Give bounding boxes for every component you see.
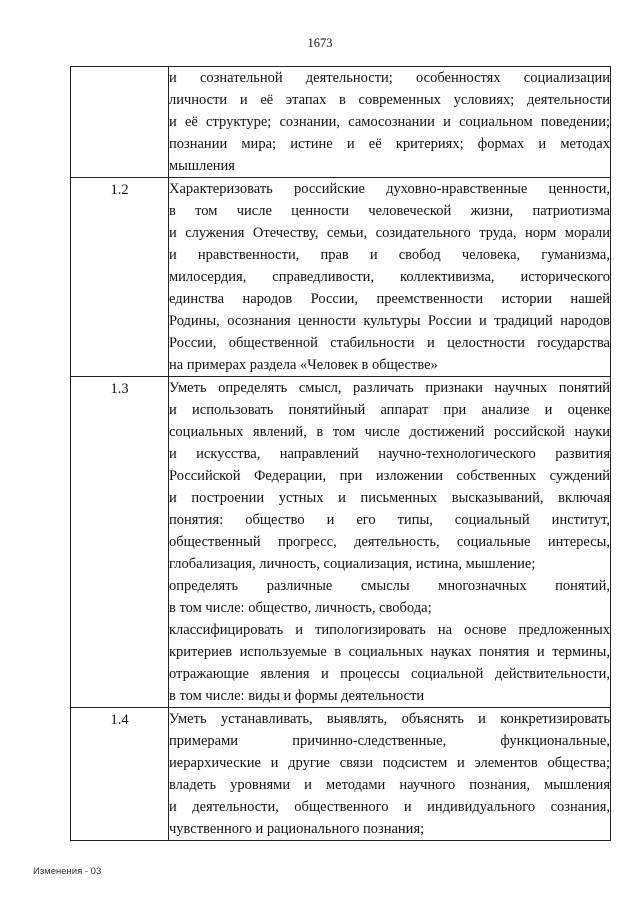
table-row — [71, 178, 611, 377]
text-line: определять различные смыслы многозначных понятий, — [169, 578, 610, 594]
text-line: Уметь определять смысл, различать признаки научных понятий — [169, 380, 610, 396]
text-line: Характеризовать российские духовно-нравственные ценности, — [169, 181, 610, 197]
text-line: и искусства, направлений научно-технологического развития — [169, 446, 610, 462]
row-number: 1.2 — [110, 182, 129, 198]
text-line: понятия: общество и его типы, социальный институт, — [169, 512, 610, 528]
row-number-cell — [71, 178, 169, 377]
text-line: и служения Отечеству, семьи, созидательного труда, норм морали — [169, 225, 610, 241]
text-line: и построении устных и письменных высказываний, включая — [169, 490, 610, 506]
text-line: и её структуре; сознании, самосознании и социальном поведении; — [169, 114, 610, 130]
table-row — [71, 67, 611, 178]
text-line: глобализация, личность, социализация, истина, мышление; — [169, 556, 536, 572]
text-line: милосердия, справедливости, коллективизма, исторического — [169, 269, 610, 285]
text-line: отражающие явления и процессы социальной действительности, — [169, 666, 610, 682]
text-line: личности и её этапах в современных условиях; деятельности — [169, 92, 610, 108]
revision-note: Изменения - 03 — [33, 866, 102, 877]
row-number-cell — [71, 67, 169, 178]
row-number: 1.3 — [110, 381, 129, 397]
page-number: 1673 — [307, 36, 333, 50]
text-line: социальных явлений, в том числе достижений российской науки — [169, 424, 610, 440]
row-number-cell — [71, 708, 169, 841]
text-line: Родины, осознания ценности культуры России и традиций народов — [169, 313, 610, 329]
text-line: и использовать понятийный аппарат при анализе и оценке — [169, 402, 610, 418]
text-line: и нравственности, прав и свобод человека, гуманизма, — [169, 247, 610, 263]
text-line: в том числе ценности человеческой жизни, патриотизма — [169, 203, 610, 219]
text-line: Уметь устанавливать, выявлять, объяснять и конкретизировать — [169, 711, 610, 727]
text-line: Российской Федерации, при изложении собственных суждений — [169, 468, 610, 484]
text-line: познании мира; истине и её критериях; формах и методах — [169, 136, 610, 152]
row-content-cell — [169, 377, 611, 708]
text-line: в том числе: виды и формы деятельности — [169, 688, 425, 704]
text-line: критериев используемые в социальных науках понятия и термины, — [169, 644, 610, 660]
row-number: 1.4 — [110, 712, 129, 728]
text-line: иерархические и другие связи подсистем и элементов общества; — [169, 755, 610, 771]
row-number-cell — [71, 377, 169, 708]
text-line: примерами причинно-следственные, функциональные, — [169, 733, 610, 749]
text-line: общественный прогресс, деятельность, социальные интересы, — [169, 534, 610, 550]
text-line: владеть уровнями и методами научного познания, мышления — [169, 777, 610, 793]
table-row — [71, 377, 611, 708]
text-line: в том числе: общество, личность, свобода; — [169, 600, 432, 616]
text-line: и сознательной деятельности; особенностях социализации — [169, 70, 610, 86]
row-number — [71, 67, 168, 68]
text-line: России, общественной стабильности и целостности государства — [169, 335, 610, 351]
text-line: единства народов России, преемственности истории нашей — [169, 291, 610, 307]
row-content-cell — [169, 178, 611, 377]
requirements-table — [70, 66, 611, 841]
text-line: классифицировать и типологизировать на основе предложенных — [169, 622, 610, 638]
text-line: и деятельности, общественного и индивидуального сознания, — [169, 799, 610, 815]
text-line: на примерах раздела «Человек в обществе» — [169, 357, 438, 373]
text-line: чувственного и рационального познания; — [169, 821, 425, 837]
row-content-cell — [169, 67, 611, 178]
table-row — [71, 708, 611, 841]
row-content-cell — [169, 708, 611, 841]
text-line: мышления — [169, 158, 235, 174]
